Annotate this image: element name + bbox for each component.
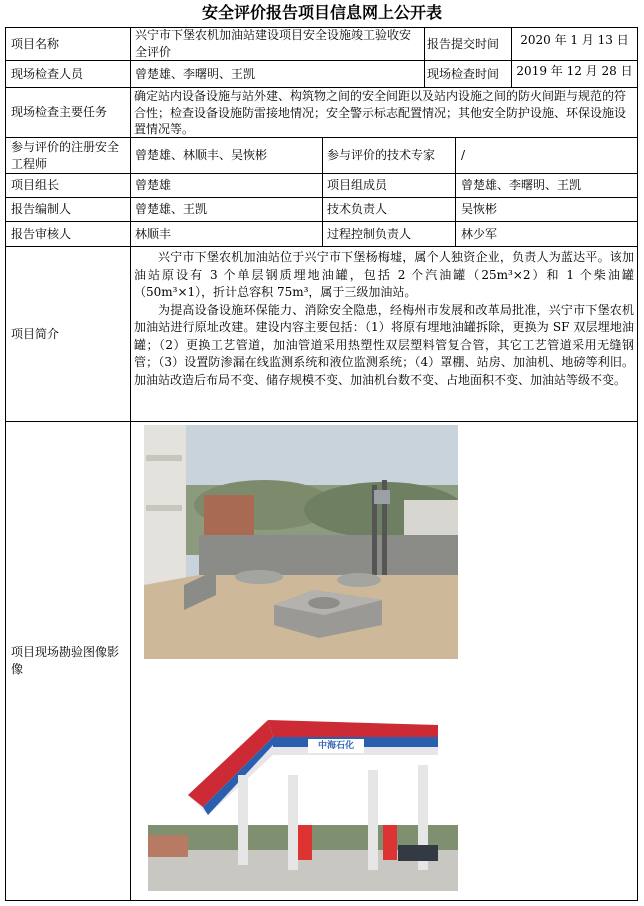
intro-text (134, 249, 634, 420)
tank-site-illustration (144, 425, 458, 659)
engineers-value: 曾楚雄、林顺丰、吴恢彬 (135, 148, 268, 162)
reviewer-value: 林顺丰 (135, 226, 172, 241)
photos-label: 项目现场勘验图像影像 (11, 645, 120, 676)
tasks-label: 现场检查主要任务 (11, 105, 108, 119)
members-value: 曾楚雄、李曙明、王凯 (461, 178, 582, 192)
leader-value: 曾楚雄 (135, 178, 172, 192)
experts-label: 参与评价的技术专家 (327, 148, 436, 162)
tech-lead-value: 吴恢彬 (461, 202, 498, 216)
submit-date-label: 报告提交时间 (427, 36, 500, 51)
reviewer-label: 报告审核人 (11, 226, 72, 241)
leader-label: 项目组长 (11, 178, 60, 192)
project-name-label: 项目名称 (11, 36, 60, 51)
inspection-date-label: 现场检查时间 (427, 66, 500, 81)
inspection-date-value: 2019 年 12 月 28 日 (516, 63, 633, 78)
intro-paragraph-2: 为提高设备设施环保能力、消除安全隐患，经梅州市发展和改革局批准，兴宁市下堡农机加油站进行原址改建。建设内容主要包括：（1）将原有埋地油罐拆除，更换为 SF 双层埋地油罐；（2）更换工艺管道，加油管道采用热塑性双层塑料管复合管，其它工艺管道采用无缝钢管；（3）设置防渗漏在线监测系统和液位监测系统；（4）罩棚、站房、加油机、地磅等利旧。加油站改造后布局不变、储存规模不变、加油机台数不变、占地面积不变、加油站等级不变。 (134, 302, 634, 387)
page-title: 安全评价报告项目信息网上公开表 (201, 3, 442, 22)
inspectors-label: 现场检查人员 (11, 66, 84, 81)
project-name-value: 兴宁市下堡农机加油站建设项目安全设施竣工验收安全评价 (135, 28, 412, 59)
intro-label: 项目简介 (11, 326, 60, 341)
members-label: 项目组成员 (327, 178, 388, 192)
process-control-label: 过程控制负责人 (327, 226, 412, 241)
canopy-brand-text: 中海石化 (317, 741, 354, 751)
intro-paragraph-1: 兴宁市下堡农机加油站位于兴宁市下堡杨梅墟，属个人独资企业，负责人为蓝达平。该加油站原设有 3 个单层钢质埋地油罐，包括 2 个汽油罐（25m³×2）和 1 个柴油罐（50m³×1），折计总容积 75m³，属于三级加油站。 (134, 250, 634, 299)
site-photo-tanks (144, 425, 458, 659)
canopy-illustration (148, 675, 458, 891)
tech-lead-label: 技术负责人 (327, 202, 388, 216)
tasks-value: 确定站内设备设施与站外建、构筑物之间的安全间距以及站内设施之间的防火间距与规范的符合性；检查设备设施防雷接地情况；安全警示标志配置情况；其他安全防护设施、环保设施设置情况等。 (134, 89, 627, 136)
engineers-label: 参与评价的注册安全工程师 (11, 139, 120, 171)
process-control-value: 林少军 (461, 226, 498, 241)
submit-date-value: 2020 年 1 月 13 日 (520, 32, 629, 47)
author-label: 报告编制人 (11, 202, 72, 216)
author-value: 曾楚雄、王凯 (135, 202, 208, 216)
site-photo-canopy (148, 675, 458, 891)
experts-value: / (461, 148, 466, 162)
inspectors-value: 曾楚雄、李曙明、王凯 (135, 66, 256, 81)
